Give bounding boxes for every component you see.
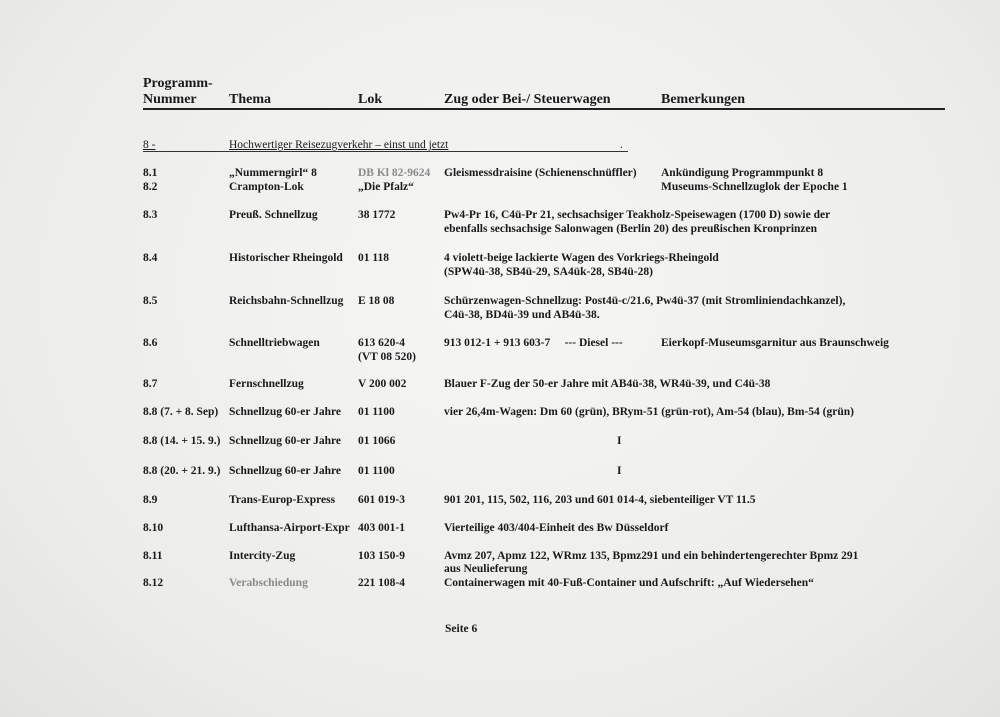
row-zug: Avmz 207, Apmz 122, WRmz 135, Bpmz291 und ein behindertengerechter Bpmz 291 (444, 550, 859, 562)
row-number: 8.8 (7. + 8. Sep) (143, 406, 219, 418)
row-thema: Schnellzug 60-er Jahre (229, 406, 342, 418)
row-number: 8.2 (143, 181, 158, 193)
row-number: 8.8 (20. + 21. 9.) (143, 465, 221, 477)
row-number: 8.8 (14. + 15. 9.) (143, 435, 221, 447)
row-number: 8.5 (143, 295, 158, 307)
section-trail: . (620, 139, 623, 151)
header-col-number-line2: Nummer (143, 92, 197, 107)
row-zug: Pw4-Pr 16, C4ü-Pr 21, sechsachsiger Teakholz-Speisewagen (1700 D) sowie der (444, 209, 831, 221)
row-lok: 38 1772 (358, 209, 396, 221)
row-number: 8.10 (143, 522, 164, 534)
row-number: 8.4 (143, 252, 158, 264)
row-thema: Intercity-Zug (229, 550, 296, 562)
row-thema: Historischer Rheingold (229, 252, 343, 264)
row-thema: Trans-Europ-Express (229, 494, 336, 506)
row-thema: Reichsbahn-Schnellzug (229, 295, 344, 307)
section-number: 8 - (143, 139, 156, 151)
row-bemerkung: Museums-Schnellzuglok der Epoche 1 (661, 181, 848, 193)
row-zug-line2: aus Neulieferung (444, 563, 528, 575)
row-lok: 403 001-1 (358, 522, 405, 534)
row-thema: Schnelltriebwagen (229, 337, 320, 349)
row-number: 8.6 (143, 337, 158, 349)
row-zug: Gleismessdraisine (Schienenschnüffler) (444, 167, 637, 179)
section-title: Hochwertiger Reisezugverkehr – einst und jetzt (229, 139, 449, 151)
row-lok: E 18 08 (358, 295, 395, 307)
row-lok: DB Kl 82-9624 (358, 167, 431, 179)
row-thema: Lufthansa-Airport-Expr (229, 522, 350, 534)
row-thema: Verabschiedung (229, 577, 308, 589)
row-bemerkung: Ankündigung Programmpunkt 8 (661, 167, 824, 179)
row-number: 8.7 (143, 378, 158, 390)
row-lok: 221 108-4 (358, 577, 405, 589)
header-col-thema: Thema (229, 92, 271, 107)
row-number: 8.11 (143, 550, 163, 562)
row-zug: vier 26,4m-Wagen: Dm 60 (grün), BRym-51 (grün-rot), Am-54 (blau), Bm-54 (grün) (444, 406, 854, 418)
row-number: 8.1 (143, 167, 158, 179)
row-zug: Blauer F-Zug der 50-er Jahre mit AB4ü-38, WR4ü-39, und C4ü-38 (444, 378, 771, 390)
header-col-number-line1: Programm- (143, 76, 213, 91)
row-zug: 4 violett-beige lackierte Wagen des Vorkriegs-Rheingold (444, 252, 719, 264)
row-lok: „Die Pfalz“ (358, 181, 414, 193)
header-col-lok: Lok (358, 92, 383, 107)
page-number: Seite 6 (445, 623, 478, 635)
ditto-mark: I (617, 435, 622, 447)
row-thema: „Nummerngirl“ 8 (229, 167, 317, 179)
row-number: 8.3 (143, 209, 158, 221)
row-lok: V 200 002 (358, 378, 407, 390)
row-bemerkung: Eierkopf-Museumsgarnitur aus Braunschweig (661, 337, 889, 349)
section-rule (143, 151, 628, 152)
row-lok: 01 118 (358, 252, 389, 264)
row-zug-line2: C4ü-38, BD4ü-39 und AB4ü-38. (444, 309, 600, 321)
row-zug: 901 201, 115, 502, 116, 203 und 601 014-4, siebenteiliger VT 11.5 (444, 494, 756, 506)
row-lok: 613 620-4 (358, 337, 405, 349)
row-thema: Fernschnellzug (229, 378, 304, 390)
row-lok: 01 1100 (358, 406, 395, 418)
row-thema: Schnellzug 60-er Jahre (229, 435, 342, 447)
ditto-mark: I (617, 465, 622, 477)
row-lok: 103 150-9 (358, 550, 405, 562)
row-number: 8.12 (143, 577, 164, 589)
row-zug-line2: ebenfalls sechsachsige Salonwagen (Berlin 20) des preußischen Kronprinzen (444, 223, 818, 235)
header-col-bemerkungen: Bemerkungen (661, 92, 745, 107)
header-col-zug: Zug oder Bei-/ Steuerwagen (444, 92, 611, 107)
row-lok-line2: (VT 08 520) (358, 351, 416, 363)
header-col-number (143, 76, 213, 108)
row-lok: 01 1066 (358, 435, 396, 447)
row-thema: Preuß. Schnellzug (229, 209, 318, 221)
row-thema: Crampton-Lok (229, 181, 304, 193)
row-zug-line2: (SPW4ü-38, SB4ü-29, SA4ük-28, SB4ü-28) (444, 266, 653, 278)
row-thema: Schnellzug 60-er Jahre (229, 465, 342, 477)
row-zug: Vierteilige 403/404-Einheit des Bw Düsseldorf (444, 522, 669, 534)
row-number: 8.9 (143, 494, 158, 506)
row-zug: Schürzenwagen-Schnellzug: Post4ü-c/21.6, Pw4ü-37 (mit Stromliniendachkanzel), (444, 295, 846, 307)
row-lok: 01 1100 (358, 465, 395, 477)
row-lok: 601 019-3 (358, 494, 405, 506)
row-zug: 913 012-1 + 913 603-7 --- Diesel --- (444, 337, 623, 349)
header-rule (143, 108, 945, 110)
row-zug: Containerwagen mit 40-Fuß-Container und Aufschrift: „Auf Wiedersehen“ (444, 577, 814, 589)
